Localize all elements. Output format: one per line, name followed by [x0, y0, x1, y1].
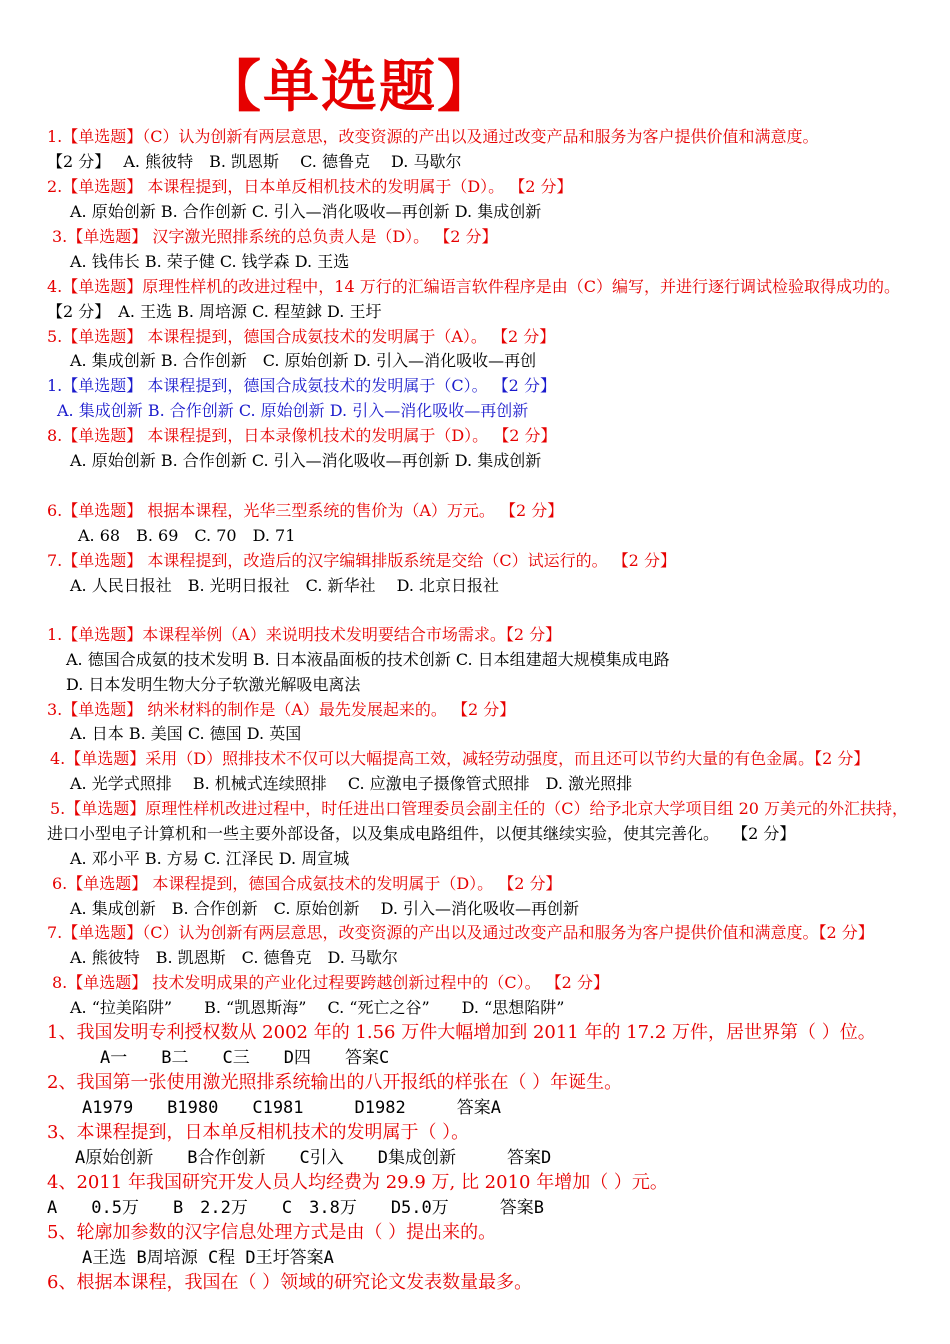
- answer-options: 【2 分】 A. 熊彼特 B. 凯恩斯 C. 德鲁克 D. 马歇尔: [47, 152, 462, 171]
- answer-options: A. 集成创新 B. 合作创新 C. 原始创新 D. 引入—消化吸收—再创新: [70, 899, 580, 918]
- question-text: 6、根据本课程，我国在（ ）领域的研究论文发表数量最多。: [47, 1272, 533, 1293]
- question-text: 6.【单选题】 根据本课程，光华三型系统的售价为（A）万元。 【2 分】: [47, 501, 564, 520]
- answer-options: A 0.5万 B 2.2万 C 3.8万 D5.0万 答案B: [47, 1198, 544, 1218]
- question-text: 1、我国发明专利授权数从 2002 年的 1.56 万件大幅增加到 2011 年的 17.2 万件，居世界第（ ）位。: [47, 1022, 876, 1043]
- question-text-continued: 进口小型电子计算机和一些主要外部设备，以及集成电路组件，以便其继续实验，使其完善化。 【2 分】: [47, 824, 796, 843]
- answer-options: A. 熊彼特 B. 凯恩斯 C. 德鲁克 D. 马歇尔: [70, 948, 398, 967]
- answer-options: A. 日本 B. 美国 C. 德国 D. 英国: [70, 724, 302, 743]
- answer-options: A. 人民日报社 B. 光明日报社 C. 新华社 D. 北京日报社: [70, 576, 500, 595]
- question-text: 1.【单选题】（C）认为创新有两层意思，改变资源的产出以及通过改变产品和服务为客户提供价值和满意度。: [47, 127, 819, 146]
- answer-options: A. 光学式照排 B. 机械式连续照排 C. 应激电子摄像管式照排 D. 激光照排: [70, 774, 633, 793]
- question-text: 7.【单选题】 本课程提到，改造后的汉字编辑排版系统是交给（C）试运行的。 【2 分】: [47, 551, 676, 570]
- answer-options: A王选 B周培源 C程 D王圩答案A: [82, 1248, 334, 1268]
- answer-options: A. “拉美陷阱” B. “凯恩斯海” C. “死亡之谷” D. “思想陷阱”: [70, 998, 565, 1017]
- answer-options: D. 日本发明生物大分子软激光解吸电离法: [66, 675, 361, 694]
- answer-options: A. 钱伟长 B. 荣子健 C. 钱学森 D. 王选: [70, 252, 350, 271]
- answer-options: A1979 B1980 C1981 D1982 答案A: [82, 1098, 501, 1118]
- answer-options: A. 德国合成氨的技术发明 B. 日本液晶面板的技术创新 C. 日本组建超大规模集成电路: [66, 650, 670, 669]
- question-text: 8.【单选题】 本课程提到，日本录像机技术的发明属于（D）。 【2 分】: [47, 426, 557, 445]
- question-text: 1.【单选题】本课程举例（A）来说明技术发明要结合市场需求。【2 分】: [47, 625, 562, 644]
- answer-options: A一 B二 C三 D四 答案C: [100, 1048, 390, 1068]
- question-text: 3、本课程提到，日本单反相机技术的发明属于（ ）。: [47, 1122, 470, 1143]
- question-text: 4.【单选题】原理性样机的改进过程中，14 万行的汇编语言软件程序是由（C）编写，并进行逐行调试检验取得成功的。: [47, 277, 900, 296]
- question-text: 4、2011 年我国研究开发人员人均经费为 29.9 万, 比 2010 年增加（ ）元。: [47, 1172, 668, 1193]
- question-text: 5、轮廓加参数的汉字信息处理方式是由（ ）提出来的。: [47, 1222, 497, 1243]
- answer-options: 【2 分】 A. 王选 B. 周培源 C. 程堃銶 D. 王圩: [47, 302, 382, 321]
- page-title: 【单选题】: [205, 54, 495, 120]
- answer-options: A. 68 B. 69 C. 70 D. 71: [78, 526, 296, 545]
- question-text: 8.【单选题】 技术发明成果的产业化过程要跨越创新过程中的（C）。 【2 分】: [52, 973, 609, 992]
- question-text: 5.【单选题】原理性样机改进过程中，时任进出口管理委员会副主任的（C）给予北京大学项目组 20 万美元的外汇扶持，: [50, 799, 909, 818]
- question-text: 2、我国第一张使用激光照排系统输出的八开报纸的样张在（ ）年诞生。: [47, 1072, 623, 1093]
- answer-options: A. 原始创新 B. 合作创新 C. 引入—消化吸收—再创新 D. 集成创新: [70, 202, 542, 221]
- question-text: 3.【单选题】 纳米材料的制作是（A）最先发展起来的。 【2 分】: [47, 700, 516, 719]
- question-text: 1.【单选题】 本课程提到，德国合成氨技术的发明属于（C）。 【2 分】: [47, 376, 556, 395]
- question-text: 2.【单选题】 本课程提到，日本单反相机技术的发明属于（D）。 【2 分】: [47, 177, 573, 196]
- question-text: 7.【单选题】（C）认为创新有两层意思，改变资源的产出以及通过改变产品和服务为客户提供价值和满意度。【2 分】: [47, 923, 874, 942]
- answer-options: A. 邓小平 B. 方易 C. 江泽民 D. 周宣城: [70, 849, 350, 868]
- answer-options: A. 原始创新 B. 合作创新 C. 引入—消化吸收—再创新 D. 集成创新: [70, 451, 542, 470]
- answer-options: A原始创新 B合作创新 C引入 D集成创新 答案D: [75, 1148, 552, 1168]
- question-text: 6.【单选题】 本课程提到，德国合成氨技术的发明属于（D）。 【2 分】: [52, 874, 562, 893]
- question-text: 3.【单选题】 汉字激光照排系统的总负责人是（D）。 【2 分】: [52, 227, 498, 246]
- answer-options: A. 集成创新 B. 合作创新 C. 原始创新 D. 引入—消化吸收—再创新: [57, 401, 529, 420]
- question-text: 4.【单选题】采用（D）照排技术不仅可以大幅提高工效，减轻劳动强度，而且还可以节约大量的有色金属。【2 分】: [50, 749, 870, 768]
- answer-options: A. 集成创新 B. 合作创新 C. 原始创新 D. 引入—消化吸收—再创: [70, 351, 537, 370]
- question-text: 5.【单选题】 本课程提到，德国合成氨技术的发明属于（A）。 【2 分】: [47, 327, 556, 346]
